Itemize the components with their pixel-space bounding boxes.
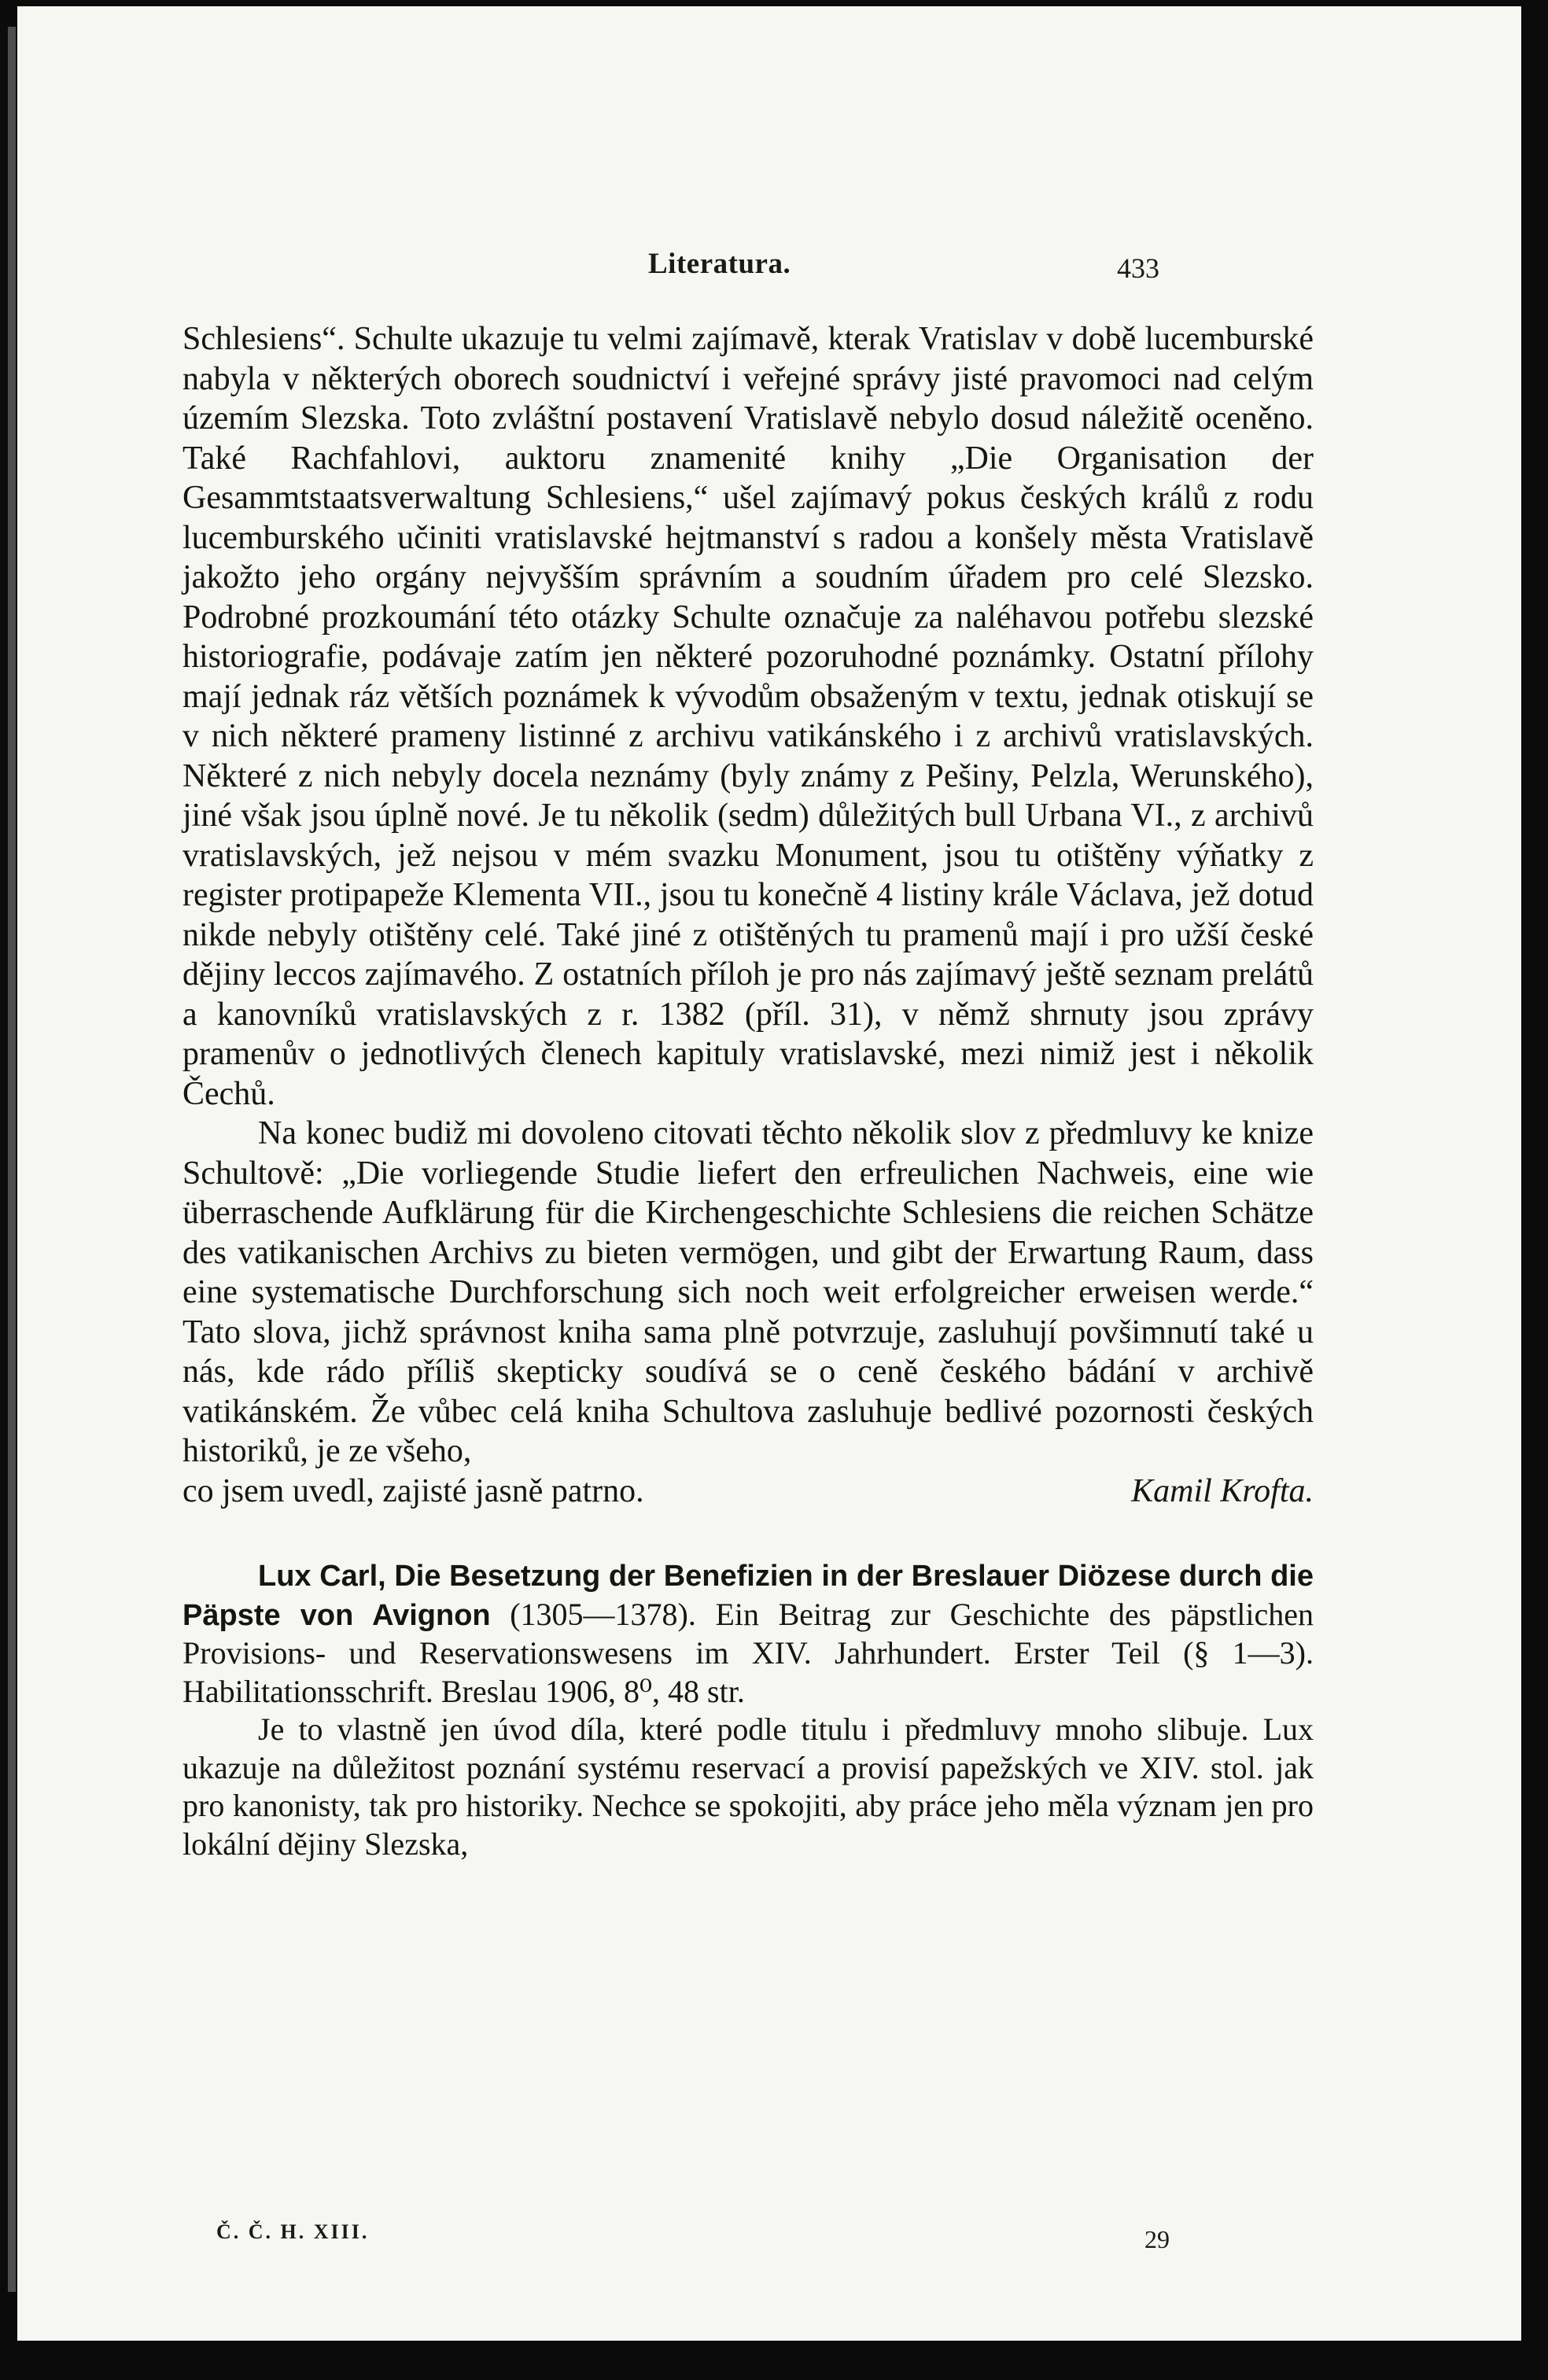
paragraph-last-line: co jsem uvedl, zajisté jasně patrno. bbox=[182, 1472, 644, 1509]
paragraph-continued: Schlesiens“. Schulte ukazuje tu velmi zajímavě, kterak Vratislav v době lucemburské nabyla v některých oborech soudnictví i veřejné správy jisté pravomoci nad celým územím Slezska. Toto zvláštní postavení Vratislavě nebylo dosud náležitě oceněno. Také Rachfahlovi, auktoru znamenité knihy „Die Organisation der Gesammtstaatsverwaltung Schlesiens,“ ušel zajímavý pokus českých králů z rodu lucemburského učiniti vratislavské hejtmanství s radou a konšely města Vratislavě jakožto jeho orgány nejvyšším správním a soudním úřadem pro celé Slezsko. Podrobné prozkoumání této otázky Schulte označuje za naléhavou potřebu slezské historiografie, podávaje zatím jen některé pozoruhodné poznámky. Ostatní přílohy mají jednak ráz větších poznámek k vývodům obsaženým v textu, jednak otiskují se v nich některé prameny listinné z archivu vatikánského i z archivů vratislavských. Některé z nich nebyly docela neznámy (byly známy z Pešiny, Pelzla, Werunského), jiné však jsou úplně nové. Je tu několik (sedm) důležitých bull Urbana VI., z archivů vratislavských, jež nejsou v mém svazku Monument, jsou tu otištěny výňatky z register protipapeže Klementa VII., jsou tu konečně 4 listiny krále Václava, jež dotud nikde nebyly otištěny celé. Také jiné z otištěných tu pramenů mají i pro užší české dějiny leccos zajímavého. Z ostatních příloh je pro nás zajímavý ještě seznam prelátů a kanovníků vratislavských z r. 1382 (příl. 31), v němž shrnuty jsou zprávy pramenův o jednotlivých členech kapituly vratislavské, mezi nimiž jest i několik Čechů. bbox=[182, 321, 1314, 1112]
running-title: Literatura. bbox=[648, 248, 791, 280]
sheet-signature-mark: Č. Č. H. XIII. bbox=[216, 2220, 370, 2243]
scan-edge bbox=[8, 27, 16, 2292]
paragraph-quote bbox=[182, 1114, 1314, 1472]
book-details: (1305—1378). Ein Beitrag zur Geschichte des päpstlichen Provisions- und Reservationswesens im XIV. Jahrhundert. Erster Teil (§ 1—3). Habilitationsschrift. Breslau 1906, 8⁰, 48 str. bbox=[182, 1596, 1314, 1709]
book-title: Lux Carl, Die Besetzung der Benefizien in der Breslauer Diözese durch die Päpste von Avignon bbox=[182, 1560, 1314, 1632]
page-header bbox=[17, 247, 1521, 291]
reviewer-signature: Kamil Krofta. bbox=[1131, 1472, 1314, 1509]
paragraph-quote-text: Na konec budiž mi dovoleno citovati těchto několik slov z předmluvy ke knize Schultově: „Die vorliegende Studie liefert den erfreulichen Nachweis, eine wie überraschende Aufklärung für die Kirchengeschichte Schlesiens die reichen Schätze des vatikanischen Archivs zu bieten vermögen, und gibt der Erwartung Raum, dass eine systematische Durchforschung sich noch weit erfolgreicher erweisen werde.“ Tato slova, jichž správnost kniha sama plně potvrzuje, zasluhují povšimnutí také u nás, kde rádo příliš skepticky soudívá se o ceně českého bádání v archivě vatikánském. Že vůbec celá kniha Schultova zasluhuje bedlivé pozornosti českých historiků, je ze všeho, bbox=[182, 1115, 1314, 1469]
review-entry bbox=[182, 1557, 1314, 1863]
page-footer bbox=[216, 2220, 1231, 2260]
sheet-number: 29 bbox=[1144, 2225, 1170, 2253]
signature-line bbox=[182, 1472, 1314, 1512]
bibliographic-entry bbox=[182, 1557, 1314, 1711]
review-paragraph: Je to vlastně jen úvod díla, které podle titulu i předmluvy mnoho slibuje. Lux ukazuje na důležitost poznání systému reservací a provisí papežských ve XIV. stol. jak pro kanonisty, tak pro historiky. Nechce se spokojiti, aby práce jeho měla význam jen pro lokální dějiny Slezska, bbox=[182, 1711, 1314, 1862]
page-number: 433 bbox=[1117, 252, 1159, 284]
book-page bbox=[17, 6, 1521, 2341]
page-body bbox=[182, 319, 1314, 1863]
